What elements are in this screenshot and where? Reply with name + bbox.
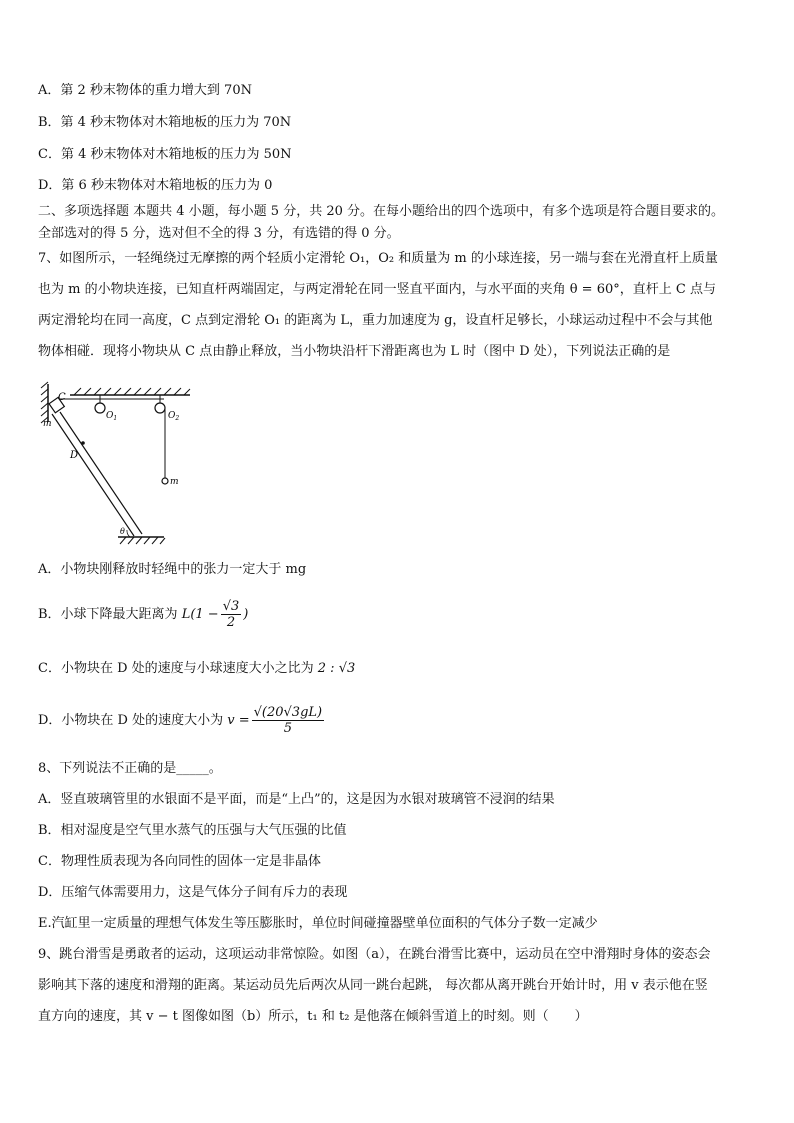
pulley-o2 <box>155 403 165 413</box>
section2-heading: 二、多项选择题 本题共 4 小题，每小题 5 分，共 20 分。在每小题给出的四个选项中，有多个选项是符合题目要求的。 <box>38 204 725 219</box>
q7-option-b-fraction <box>221 599 242 630</box>
q8-option-a: A．竖直玻璃管里的水银面不是平面，而是“上凸”的，这是因为水银对玻璃管不浸润的结果 <box>38 792 555 807</box>
q6-option-c: C．第 4 秒末物体对木箱地板的压力为 50N <box>38 147 292 162</box>
q7-option-b-denominator: 2 <box>226 615 236 630</box>
rod-edge-2 <box>60 412 142 534</box>
q7-stem-line3: 两定滑轮均在同一高度，C 点到定滑轮 O₁ 的距离为 L，重力加速度为 g，设直杆足够长，小球运动过程中不会与其他 <box>38 313 713 328</box>
q7-stem-line4: 物体相碰．现将小物块从 C 点由静止释放，当小物块沿杆下滑距离也为 L 时（图中 D 处），下列说法正确的是 <box>38 344 671 359</box>
label-m-block: m <box>43 419 52 429</box>
rod-edge-1 <box>52 414 134 536</box>
q6-option-d: D．第 6 秒末物体对木箱地板的压力为 0 <box>38 178 273 193</box>
q7-stem-line1: 7、如图所示，一轻绳绕过无摩擦的两个轻质小定滑轮 O₁，O₂ 和质量为 m 的小球连接，另一端与套在光滑直杆上质量 <box>38 251 718 266</box>
q8-option-d: D．压缩气体需要用力，这是气体分子间有斥力的表现 <box>38 885 348 900</box>
q7-option-b-prefix: B．小球下降最大距离为 <box>38 607 182 622</box>
q7-option-d-denominator: 5 <box>283 721 292 736</box>
ceiling-hatching <box>74 388 190 395</box>
wall-hatching <box>41 382 48 423</box>
section2-rule: 全部选对的得 5 分，选对但不全的得 3 分，有选错的得 0 分。 <box>38 226 400 241</box>
point-d <box>81 441 85 445</box>
q7-option-b-expr-pre: L(1 − <box>181 607 219 622</box>
label-o2: $O_2$ <box>168 411 180 422</box>
label-d: D <box>70 450 79 461</box>
label-theta: θ <box>120 527 125 536</box>
q7-option-c-prefix: C．小物块在 D 处的速度与小球速度大小之比为 <box>38 661 318 676</box>
q8-option-c: C．物理性质表现为各向同性的固体一定是非晶体 <box>38 854 321 869</box>
pulley-o1 <box>95 403 105 413</box>
q9-stem-line1: 9、跳台滑雪是勇敢者的运动，这项运动非常惊险。如图（a），在跳台滑雪比赛中，运动员在空中滑翔时身体的姿态会 <box>38 947 711 962</box>
ground-hatching <box>120 537 165 544</box>
q7-option-d-lhs: v = <box>227 713 250 728</box>
q8-option-b: B．相对湿度是空气里水蒸气的压强与大气压强的比值 <box>38 823 347 838</box>
q7-option-c-expr: 2 : √3 <box>317 661 356 676</box>
label-c: C <box>58 392 66 403</box>
q7-option-d-numerator: √(20√3gL) <box>253 705 323 720</box>
q6-option-a: A．第 2 秒末物体的重力增大到 70N <box>38 83 252 98</box>
q7-stem-line2: 也为 m 的小物块连接，已知直杆两端固定，与两定滑轮在同一竖直平面内，与水平面的夹角 θ = 60°，直杆上 C 点与 <box>38 282 716 297</box>
q7-option-d-prefix: D．小物块在 D 处的速度大小为 <box>38 713 228 728</box>
label-m-ball: m <box>170 477 179 487</box>
q7-option-d <box>38 704 326 738</box>
q8-stem: 8、下列说法不正确的是_____。 <box>38 761 222 776</box>
q7-option-b-numerator: √3 <box>222 599 240 614</box>
q7-figure <box>38 378 198 548</box>
theta-arc <box>127 530 130 537</box>
label-o1: $O_1$ <box>106 411 118 422</box>
q7-option-c <box>38 660 355 678</box>
q7-option-a: A．小物块刚释放时轻绳中的张力一定大于 mg <box>38 562 307 577</box>
q9-stem-line3: 直方向的速度，其 v − t 图像如图（b）所示，t₁ 和 t₂ 是他落在倾斜雪道上的时刻。则（ ） <box>38 1009 588 1024</box>
ball-m <box>162 478 168 484</box>
q6-option-b: B．第 4 秒末物体对木箱地板的压力为 70N <box>38 115 292 130</box>
q9-stem-line2: 影响其下落的速度和滑翔的距离。某运动员先后两次从同一跳台起跳， 每次都从离开跳台开始计时，用 v 表示他在竖 <box>38 978 708 993</box>
q8-option-e: E.汽缸里一定质量的理想气体发生等压膨胀时，单位时间碰撞器壁单位面积的气体分子数一定减少 <box>38 916 598 931</box>
q7-option-d-fraction <box>252 705 324 736</box>
q7-option-b-expr-post: ) <box>243 607 249 622</box>
q7-option-b <box>38 598 248 632</box>
